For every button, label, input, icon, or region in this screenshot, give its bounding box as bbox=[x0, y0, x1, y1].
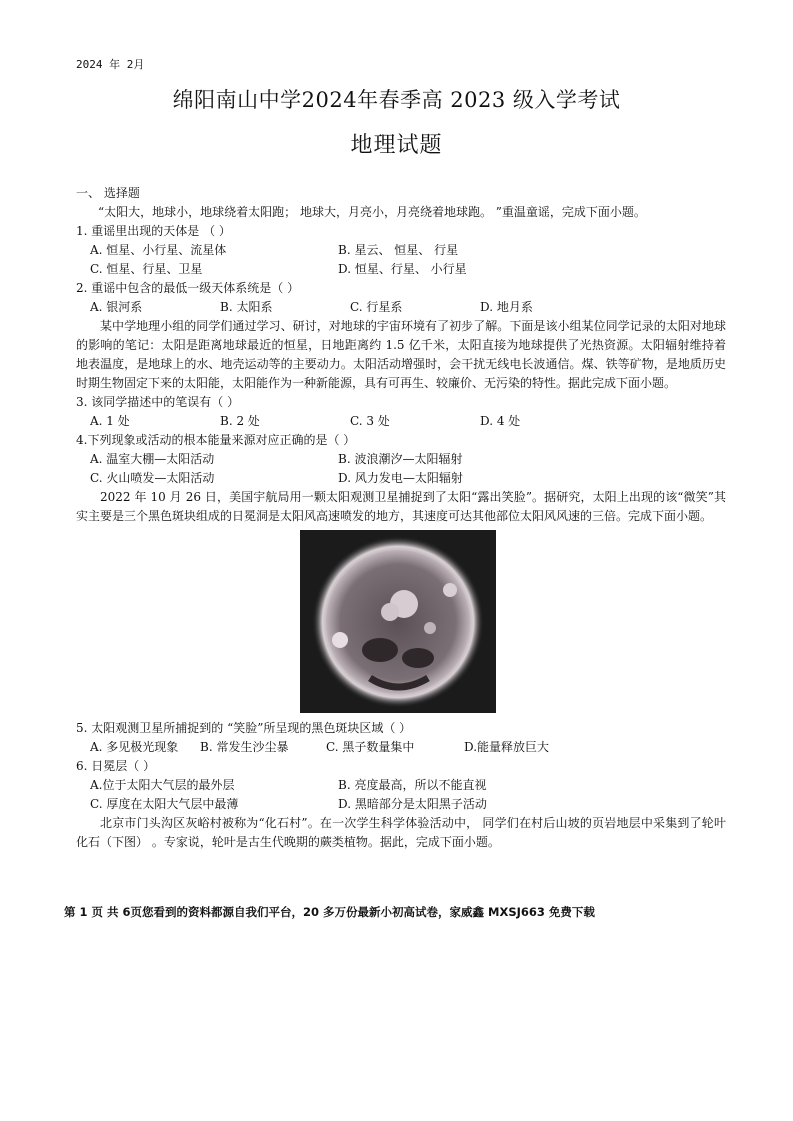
question-1-option-d[interactable]: D. 恒星、行星、 小行星 bbox=[338, 262, 467, 276]
question-3-stem: 3. 该同学描述中的笔误有（ ） bbox=[76, 395, 240, 409]
question-1-option-b[interactable]: B. 星云、 恒星、 行星 bbox=[338, 243, 459, 257]
question-4-options-row1 bbox=[76, 450, 726, 469]
question-5-option-c[interactable]: C. 黑子数量集中 bbox=[326, 740, 415, 754]
exam-subtitle: 地理试题 bbox=[350, 133, 443, 158]
exam-content bbox=[76, 184, 726, 852]
question-6-option-b[interactable]: B. 亮度最高，所以不能直视 bbox=[338, 778, 487, 792]
question-4-stem: 4.下列现象或活动的根本能量来源对应正确的是（ ） bbox=[76, 433, 356, 447]
question-5-option-d[interactable]: D.能量释放巨大 bbox=[464, 740, 550, 754]
question-4-option-c[interactable]: C. 火山喷发—太阳活动 bbox=[90, 471, 215, 485]
question-2-option-d[interactable]: D. 地月系 bbox=[480, 300, 533, 314]
question-2-option-c[interactable]: C. 行星系 bbox=[350, 300, 403, 314]
question-4-option-b[interactable]: B. 波浪潮汐—太阳辐射 bbox=[338, 452, 463, 466]
question-3-option-a[interactable]: A. 1 处 bbox=[90, 414, 130, 428]
passage-2: 某中学地理小组的同学们通过学习、研讨，对地球的宇宙环境有了初步了解。下面是该小组某位同学记录的太阳对地球的影响的笔记：太阳是距离地球最近的恒星，日地距离约 1.5 亿千米，太阳直接为地球提供了光热资源。太阳辐射维持着地表温度，是地球上的水、地壳运动等的主要动力。太阳活动增强时，会干扰无线电长波通信。煤、铁等矿物，是地质历史时期生物固定下来的太阳能，太阳能作为一种新能源，具有可再生、较廉价、无污染的特性。据此完成下面小题。 bbox=[76, 319, 726, 390]
question-6-option-d[interactable]: D. 黑暗部分是太阳黑子活动 bbox=[338, 797, 487, 811]
question-1-option-c[interactable]: C. 恒星、行星、卫星 bbox=[90, 262, 203, 276]
question-5-option-b[interactable]: B. 常发生沙尘暴 bbox=[200, 740, 289, 754]
question-2-options bbox=[76, 298, 726, 317]
question-3-options bbox=[76, 412, 726, 431]
passage-1: “太阳大，地球小，地球绕着太阳跑； 地球大，月亮小，月亮绕着地球跑。 ”重温童谣，完成下面小题。 bbox=[98, 205, 646, 219]
sun-photo bbox=[300, 530, 496, 713]
question-3-option-b[interactable]: B. 2 处 bbox=[220, 414, 260, 428]
question-2-stem: 2. 重谣中包含的最低一级天体系统是（ ） bbox=[76, 281, 300, 295]
question-3-option-c[interactable]: C. 3 处 bbox=[350, 414, 390, 428]
question-4-option-a[interactable]: A. 温室大棚—太阳活动 bbox=[90, 452, 215, 466]
exam-title: 绵阳南山中学2024年春季高 2023 级入学考试 bbox=[172, 88, 621, 112]
question-6-option-c[interactable]: C. 厚度在太阳大气层中最薄 bbox=[90, 797, 239, 811]
page-footer: 第 1 页 共 6页您看到的资料都源自我们平台，20 多万份最新小初高试卷，家威鑫 MXSJ663 免费下载 bbox=[64, 905, 595, 919]
question-6-options-row1 bbox=[76, 776, 726, 795]
sun-image-icon bbox=[300, 530, 496, 713]
question-1-options-row2 bbox=[76, 260, 726, 279]
exam-date: 2024 年 2月 bbox=[76, 58, 145, 71]
question-1-options-row1 bbox=[76, 241, 726, 260]
section-heading: 一、 选择题 bbox=[76, 186, 140, 200]
passage-4: 北京市门头沟区灰峪村被称为“化石村”。在一次学生科学体验活动中， 同学们在村后山坡的页岩地层中采集到了轮叶化石（下图） 。专家说，轮叶是古生代晚期的蕨类植物。据此，完成下面小题。 bbox=[76, 816, 726, 849]
question-3-option-d[interactable]: D. 4 处 bbox=[480, 414, 521, 428]
question-1-stem: 1. 重谣里出现的天体是 （ ） bbox=[76, 224, 231, 238]
question-5-stem: 5. 太阳观测卫星所捕捉到的 “笑脸”所呈现的黑色斑块区域（ ） bbox=[76, 721, 412, 735]
question-2-option-a[interactable]: A. 银河系 bbox=[90, 300, 143, 314]
question-6-stem: 6. 日冕层（ ） bbox=[76, 759, 156, 773]
question-5-options bbox=[76, 738, 726, 757]
question-5-option-a[interactable]: A. 多见极光现象 bbox=[90, 740, 179, 754]
question-6-options-row2 bbox=[76, 795, 726, 814]
question-4-options-row2 bbox=[76, 469, 726, 488]
question-4-option-d[interactable]: D. 风力发电—太阳辐射 bbox=[338, 471, 463, 485]
question-2-option-b[interactable]: B. 太阳系 bbox=[220, 300, 273, 314]
question-1-option-a[interactable]: A. 恒星、小行星、流星体 bbox=[90, 243, 227, 257]
passage-3: 2022 年 10 月 26 日，美国宇航局用一颗太阳观测卫星捕捉到了太阳“露出笑脸”。据研究，太阳上出现的该“微笑”其实主要是三个黑色斑块组成的日冕洞是太阳风高速喷发的地方，其速度可达其他部位太阳风风速的三倍。完成下面小题。 bbox=[76, 490, 726, 523]
question-6-option-a[interactable]: A.位于太阳大气层的最外层 bbox=[90, 778, 235, 792]
